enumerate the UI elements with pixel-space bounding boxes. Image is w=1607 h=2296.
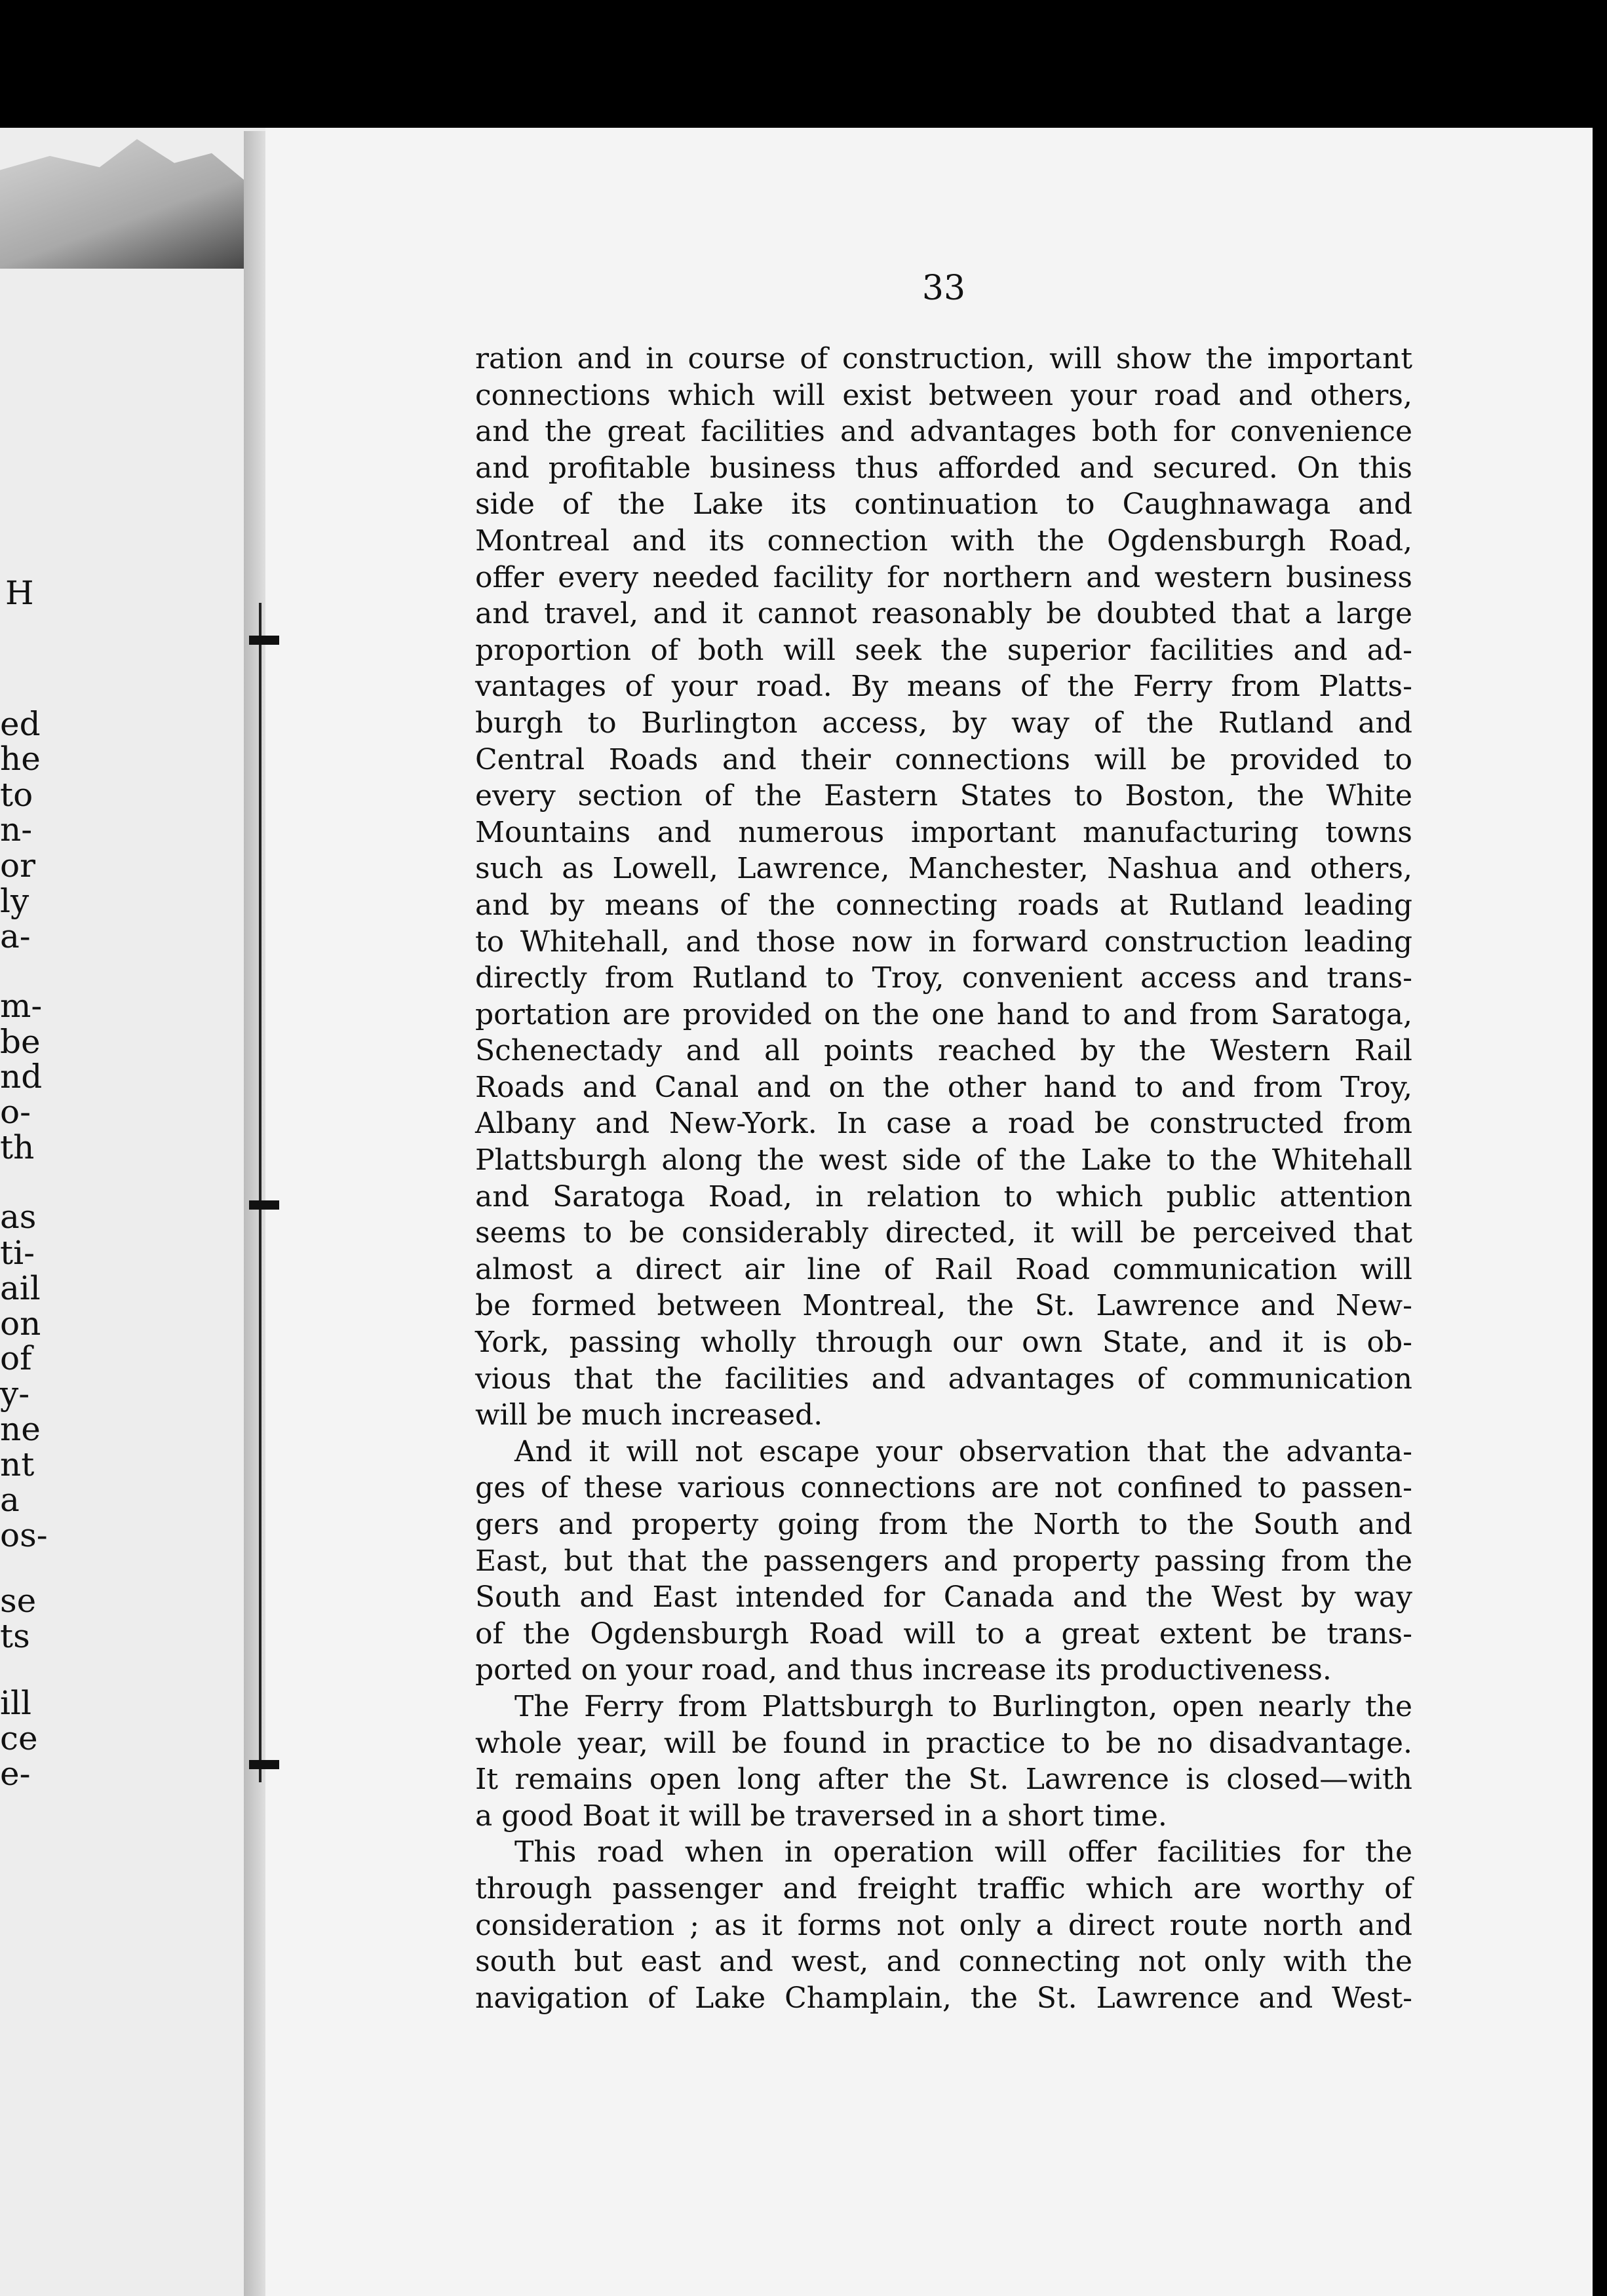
margin-fragment: a- xyxy=(0,917,31,955)
text-line: a good Boat it will be traversed in a short time. xyxy=(475,1799,1167,1833)
text-line: seems to be considerably directed, it will be perceived that xyxy=(475,1216,1412,1250)
margin-fragment: H xyxy=(5,574,34,612)
text-line: be formed between Montreal, the St. Lawrence and New- xyxy=(475,1289,1412,1323)
margin-fragment: se xyxy=(0,1582,37,1620)
margin-fragment: be xyxy=(0,1023,41,1061)
text-line: South and East intended for Canada and the West by way xyxy=(475,1580,1412,1615)
margin-fragment: ed xyxy=(0,705,41,743)
text-line: and travel, and it cannot reasonably be doubted that a large xyxy=(475,597,1412,631)
text-line: East, but that the passengers and property passing from the xyxy=(475,1544,1412,1578)
margin-fragment: nd xyxy=(0,1058,43,1096)
margin-fragment: he xyxy=(0,740,41,778)
text-line: ges of these various connections are not confined to passen- xyxy=(475,1471,1412,1505)
margin-fragment: a xyxy=(0,1481,20,1519)
stitch-knot xyxy=(249,1760,279,1769)
text-line: Mountains and numerous important manufacturing towns xyxy=(475,815,1412,849)
text-line: south but east and west, and connecting not only with the xyxy=(475,1945,1412,1979)
text-line: proportion of both will seek the superior facilities and ad- xyxy=(475,633,1412,667)
margin-fragment: th xyxy=(0,1128,35,1166)
margin-fragment: or xyxy=(0,847,36,885)
text-line: such as Lowell, Lawrence, Manchester, Nashua and others, xyxy=(475,852,1412,886)
margin-fragment: y- xyxy=(0,1375,30,1413)
text-line: and profitable business thus afforded and secured. On this xyxy=(475,451,1412,485)
binding-stitch xyxy=(259,603,271,1782)
page-number: 33 xyxy=(921,269,966,308)
text-line: vantages of your road. By means of the Ferry from Platts- xyxy=(475,670,1412,704)
margin-fragment: nt xyxy=(0,1445,35,1483)
text-line: offer every needed facility for northern and western business xyxy=(475,560,1412,594)
margin-fragment: on xyxy=(0,1305,41,1343)
text-line: and by means of the connecting roads at Rutland leading xyxy=(475,888,1412,922)
margin-fragment: of xyxy=(0,1339,32,1377)
margin-fragment: as xyxy=(0,1198,37,1236)
text-line: consideration ; as it forms not only a direct route north and xyxy=(475,1908,1412,1942)
margin-fragment: to xyxy=(0,776,33,814)
text-line: Plattsburgh along the west side of the Lake to the Whitehall xyxy=(475,1143,1412,1177)
text-line: and Saratoga Road, in relation to which public attention xyxy=(475,1179,1412,1214)
text-line: ported on your road, and thus increase its productiveness. xyxy=(475,1653,1332,1687)
margin-fragment: ti- xyxy=(0,1234,35,1272)
margin-fragment: ne xyxy=(0,1410,41,1448)
text-line: whole year, will be found in practice to be no disadvantage. xyxy=(475,1726,1412,1760)
margin-fragment: ail xyxy=(0,1269,41,1307)
text-line: York, passing wholly through our own State, and it is ob- xyxy=(475,1326,1412,1360)
text-line: portation are provided on the one hand to and from Saratoga, xyxy=(475,997,1412,1031)
text-line: will be much increased. xyxy=(475,1398,823,1432)
margin-fragment: o- xyxy=(0,1093,31,1131)
facing-page xyxy=(0,128,265,2296)
text-line: navigation of Lake Champlain, the St. Lawrence and West- xyxy=(475,1981,1412,2015)
text-line: burgh to Burlington access, by way of the Rutland and xyxy=(475,706,1412,740)
text-line: and the great facilities and advantages both for convenience xyxy=(475,415,1412,449)
text-line: Central Roads and their connections will be provided to xyxy=(475,742,1412,776)
text-line: ration and in course of construction, will show the important xyxy=(475,342,1412,375)
body-text xyxy=(475,341,1412,2016)
text-line: This road when in operation will offer facilities for the xyxy=(514,1835,1412,1869)
text-line: almost a direct air line of Rail Road communication will xyxy=(475,1252,1412,1286)
text-line: Schenectady and all points reached by the Western Rail xyxy=(475,1034,1412,1068)
text-line: to Whitehall, and those now in forward construction leading xyxy=(475,925,1412,959)
text-line: every section of the Eastern States to Boston, the White xyxy=(475,779,1412,813)
text-line: Montreal and its connection with the Ogdensburgh Road, xyxy=(475,524,1412,558)
margin-fragment: m- xyxy=(0,987,43,1025)
margin-fragment: ce xyxy=(0,1719,38,1757)
stitch-knot xyxy=(249,636,279,645)
text-line: directly from Rutland to Troy, convenient access and trans- xyxy=(475,961,1412,995)
text-line: Albany and New-York. In case a road be constructed from xyxy=(475,1107,1412,1141)
margin-fragment: ill xyxy=(0,1684,31,1722)
text-line: of the Ogdensburgh Road will to a great extent be trans- xyxy=(475,1617,1412,1651)
text-line: side of the Lake its continuation to Caughnawaga and xyxy=(475,488,1412,522)
text-line: Roads and Canal and on the other hand to and from Troy, xyxy=(475,1070,1412,1104)
margin-fragment: os- xyxy=(0,1516,48,1554)
text-line: And it will not escape your observation that the advanta- xyxy=(514,1434,1412,1468)
text-line: connections which will exist between your road and others, xyxy=(475,378,1412,412)
stitch-knot xyxy=(249,1200,279,1210)
margin-fragment: n- xyxy=(0,811,33,849)
text-line: through passenger and freight traffic which are worthy of xyxy=(475,1871,1412,1905)
text-line: vious that the facilities and advantages of communication xyxy=(475,1362,1412,1396)
text-line: It remains open long after the St. Lawrence is closed—with xyxy=(475,1763,1412,1797)
margin-fragment: e- xyxy=(0,1755,31,1793)
torn-page-corner xyxy=(0,128,249,269)
margin-fragment: ly xyxy=(0,882,29,920)
text-line: The Ferry from Plattsburgh to Burlington, open nearly the xyxy=(514,1689,1412,1723)
margin-fragment: ts xyxy=(0,1617,30,1655)
text-line: gers and property going from the North to the South and xyxy=(475,1508,1412,1541)
